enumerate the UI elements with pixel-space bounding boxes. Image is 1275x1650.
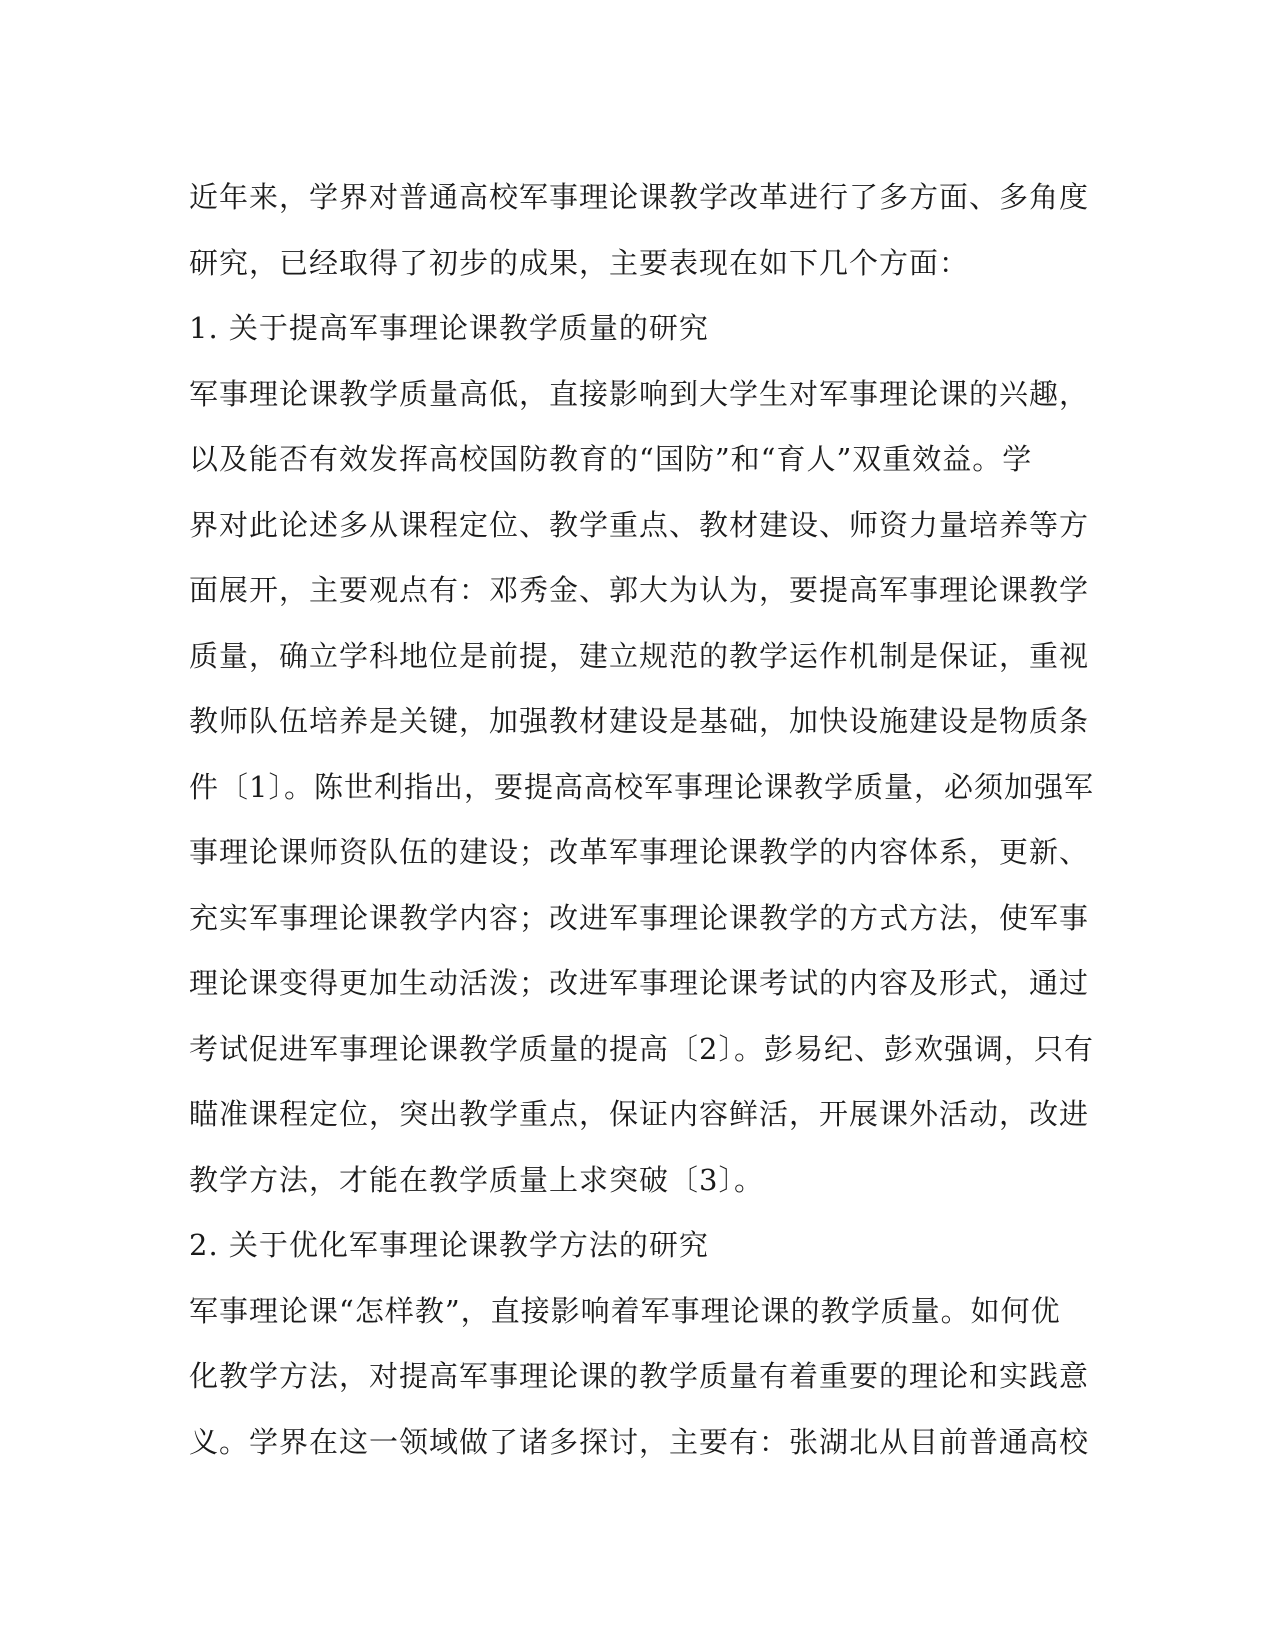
text-line: 化教学方法，对提高军事理论课的教学质量有着重要的理论和实践意	[189, 1359, 1090, 1393]
text-line: 军事理论课教学质量高低，直接影响到大学生对军事理论课的兴趣，	[189, 376, 1090, 411]
body-text	[189, 165, 1094, 1475]
section-heading-2: 2. 关于优化军事理论课教学方法的研究	[189, 1228, 709, 1262]
text-line: 面展开，主要观点有：邓秀金、郭大为认为，要提高军事理论课教学	[189, 573, 1090, 607]
text-line: 军事理论课“怎样教”，直接影响着军事理论课的教学质量。如何优	[189, 1293, 1061, 1328]
text-line: 研究，已经取得了初步的成果，主要表现在如下几个方面：	[189, 245, 970, 280]
text-line: 充实军事理论课教学内容；改进军事理论课教学的方式方法，使军事	[189, 900, 1090, 935]
text-line: 界对此论述多从课程定位、教学重点、教材建设、师资力量培养等方	[189, 507, 1090, 542]
text-line: 教师队伍培养是关键，加强教材建设是基础，加快设施建设是物质条	[189, 704, 1090, 738]
section-heading-1: 1. 关于提高军事理论课教学质量的研究	[189, 311, 709, 345]
text-line: 以及能否有效发挥高校国防教育的“国防”和“育人”双重效益。学	[189, 442, 1033, 476]
text-line: 教学方法，才能在教学质量上求突破〔3〕。	[189, 1162, 764, 1197]
text-line: 事理论课师资队伍的建设；改革军事理论课教学的内容体系，更新、	[189, 835, 1090, 869]
text-line: 理论课变得更加生动活泼；改进军事理论课考试的内容及形式，通过	[189, 966, 1090, 1000]
text-line: 考试促进军事理论课教学质量的提高〔2〕。彭易纪、彭欢强调，只有	[189, 1031, 1094, 1066]
text-line: 近年来，学界对普通高校军事理论课教学改革进行了多方面、多角度	[189, 180, 1090, 214]
text-line: 件〔1〕。陈世利指出，要提高高校军事理论课教学质量，必须加强军	[189, 769, 1094, 804]
text-line: 瞄准课程定位，突出教学重点，保证内容鲜活，开展课外活动，改进	[189, 1097, 1090, 1131]
text-line: 质量，确立学科地位是前提，建立规范的教学运作机制是保证，重视	[189, 638, 1090, 673]
text-line: 义。学界在这一领域做了诸多探讨，主要有：张湖北从目前普通高校	[189, 1424, 1090, 1459]
